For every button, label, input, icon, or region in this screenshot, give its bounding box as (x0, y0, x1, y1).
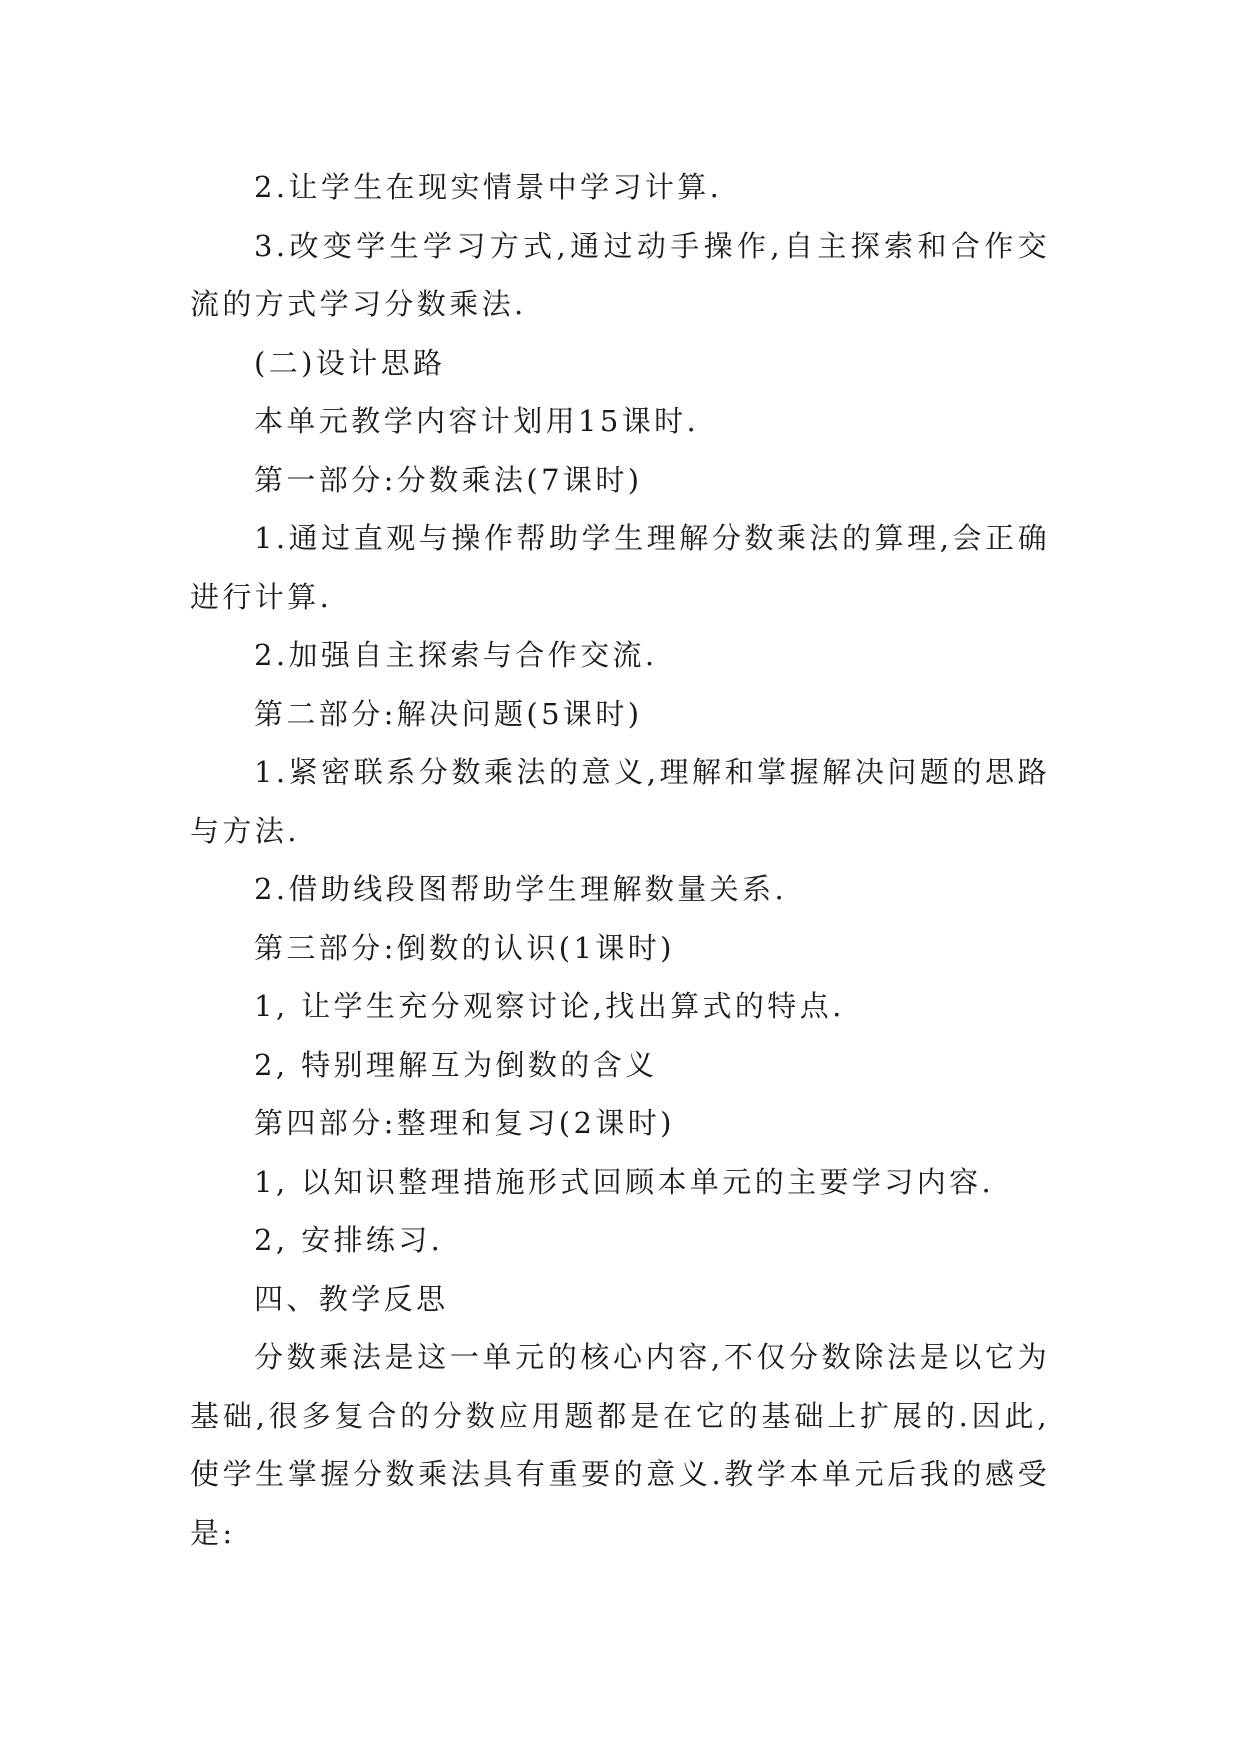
paragraph: 1.紧密联系分数乘法的意义,理解和掌握解决问题的思路与方法. (190, 755, 1050, 848)
document-body (190, 158, 1050, 1562)
part-heading: 第二部分:解决问题(5课时) (254, 696, 643, 731)
paragraph: 1, 让学生充分观察讨论,找出算式的特点. (254, 989, 845, 1023)
part-heading: 第一部分:分数乘法(7课时) (254, 462, 643, 497)
paragraph: 分数乘法是这一单元的核心内容,不仅分数除法是以它为基础,很多复合的分数应用题都是在它的基础上扩展的.因此,使学生掌握分数乘法具有重要的意义.教学本单元后我的感受是: (190, 1340, 1050, 1550)
paragraph: 3.改变学生学习方式,通过动手操作,自主探索和合作交流的方式学习分数乘法. (190, 228, 1050, 321)
part-heading: 第四部分:整理和复习(2课时) (254, 1106, 675, 1140)
part-heading: 第三部分:倒数的认识(1课时) (254, 930, 675, 965)
paragraph: 1, 以知识整理措施形式回顾本单元的主要学习内容. (254, 1164, 995, 1199)
paragraph: 2, 安排练习. (254, 1223, 444, 1257)
paragraph: 1.通过直观与操作帮助学生理解分数乘法的算理,会正确进行计算. (190, 521, 1050, 614)
paragraph: 2, 特别理解互为倒数的含义 (254, 1047, 658, 1082)
paragraph: 2.借助线段图帮助学生理解数量关系. (254, 872, 788, 906)
paragraph: 2.让学生在现实情景中学习计算. (254, 170, 723, 204)
section-heading: 四、教学反思 (254, 1281, 449, 1316)
paragraph: 2.加强自主探索与合作交流. (254, 638, 658, 672)
section-heading: (二)设计思路 (254, 345, 446, 380)
paragraph: 本单元教学内容计划用15课时. (254, 404, 700, 438)
